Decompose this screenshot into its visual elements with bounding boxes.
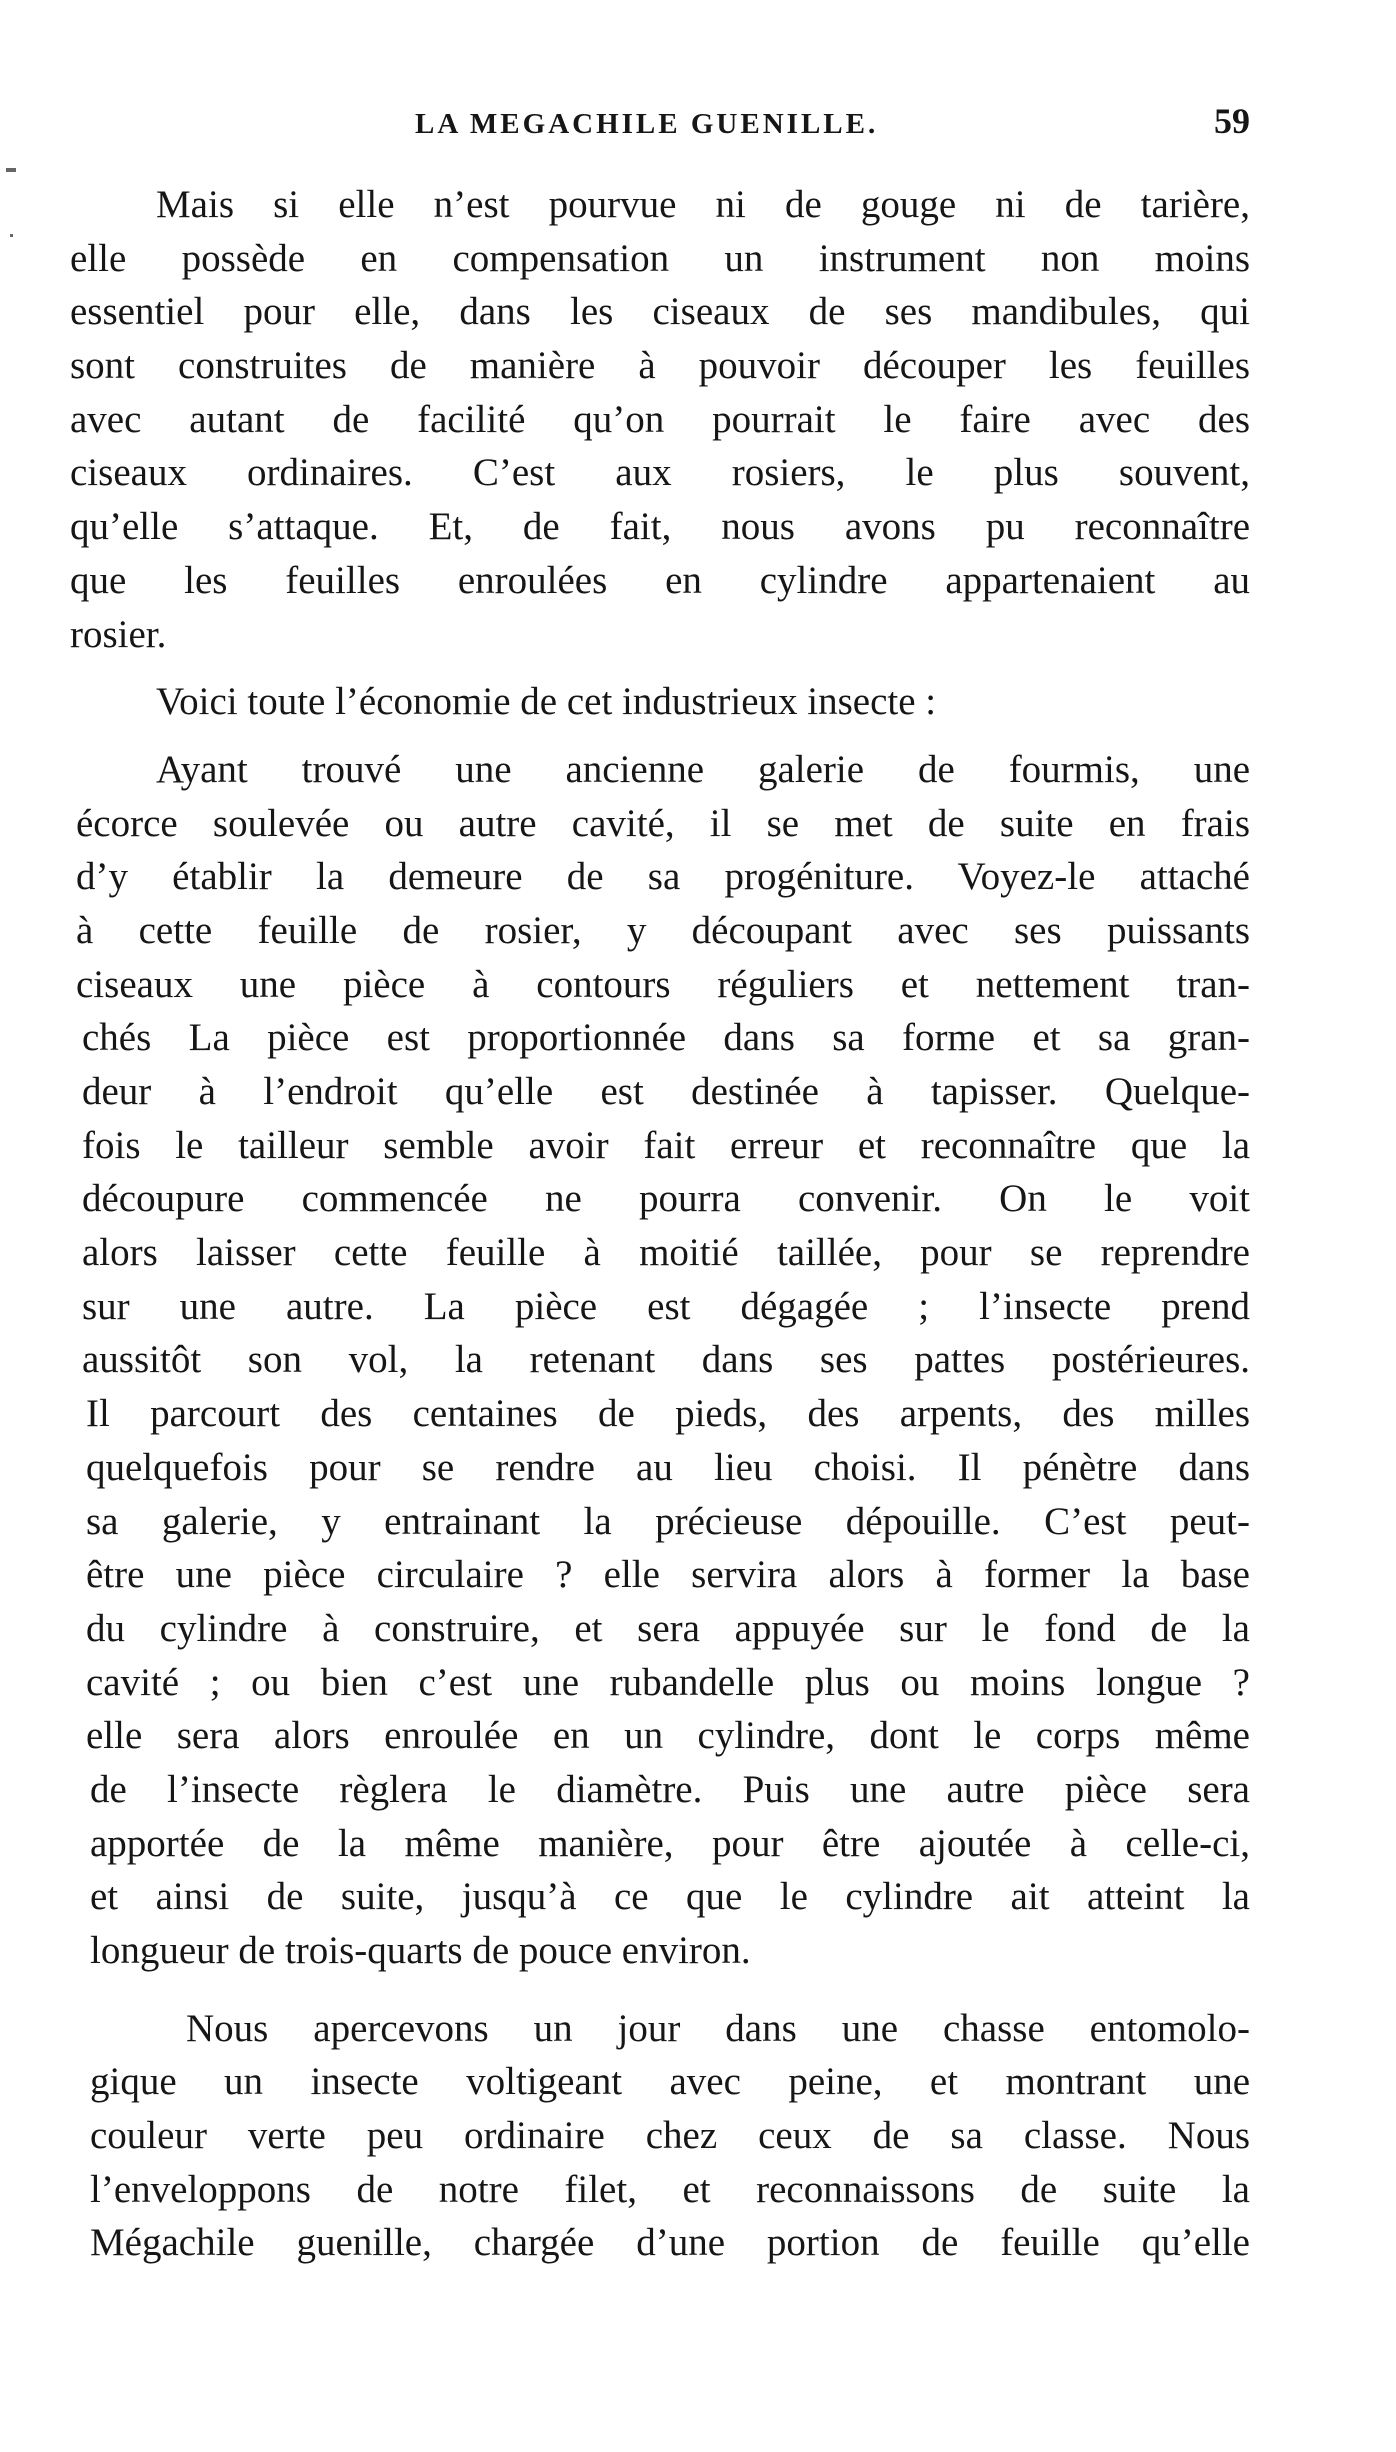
text-line: gique un insecte voltigeant avec peine, et montrant une — [90, 2060, 1250, 2104]
text-line: Il parcourt des centaines de pieds, des arpents, des milles — [86, 1392, 1250, 1436]
text-line: ciseaux une pièce à contours réguliers et nettement tran- — [76, 962, 1250, 1006]
text-line: aussitôt son vol, la retenant dans ses pattes postérieures. — [82, 1338, 1250, 1382]
text-line: sur une autre. La pièce est dégagée ; l’insecte prend — [82, 1284, 1250, 1328]
paragraph-gap — [70, 1992, 1250, 2002]
paragraph — [70, 675, 1250, 729]
body-text — [70, 178, 1250, 2284]
text-line: qu’elle s’attaque. Et, de fait, nous avons pu reconnaître — [70, 505, 1250, 549]
text-line: découpure commencée ne pourra convenir. On le voit — [82, 1177, 1250, 1221]
margin-speck — [6, 168, 16, 172]
text-line: à cette feuille de rosier, y découpant avec ses puissants — [76, 908, 1250, 952]
text-line: Nous apercevons un jour dans une chasse entomolo- — [186, 2006, 1250, 2050]
text-line: couleur verte peu ordinaire chez ceux de sa classe. Nous — [90, 2114, 1250, 2158]
text-line: longueur de trois-quarts de pouce environ. — [90, 1929, 751, 1972]
text-line: sa galerie, y entrainant la précieuse dépouille. C’est peut- — [86, 1499, 1250, 1543]
page-header — [70, 100, 1250, 150]
text-line: deur à l’endroit qu’elle est destinée à tapisser. Quelque- — [82, 1070, 1250, 1113]
text-line: ciseaux ordinaires. C’est aux rosiers, le plus souvent, — [70, 451, 1250, 495]
text-line: elle possède en compensation un instrument non moins — [70, 236, 1250, 280]
page-number: 59 — [1214, 101, 1250, 141]
text-line: et ainsi de suite, jusqu’à ce que le cylindre ait atteint la — [90, 1875, 1250, 1919]
text-line: écorce soulevée ou autre cavité, il se met de suite en frais — [76, 801, 1250, 845]
paragraph — [70, 743, 1250, 1978]
margin-speck — [10, 234, 13, 237]
text-line: être une pièce circulaire ? elle servira alors à former la base — [86, 1553, 1250, 1597]
text-line: sont construites de manière à pouvoir découper les feuilles — [70, 344, 1250, 388]
text-line: l’enveloppons de notre filet, et reconnaissons de suite la — [90, 2167, 1250, 2211]
text-line: elle sera alors enroulée en un cylindre, dont le corps même — [86, 1714, 1250, 1758]
text-line: alors laisser cette feuille à moitié taillée, pour se reprendre — [82, 1231, 1250, 1275]
text-line: que les feuilles enroulées en cylindre appartenaient au — [70, 558, 1250, 602]
paragraph — [70, 2002, 1250, 2270]
text-line: Ayant trouvé une ancienne galerie de fourmis, une — [156, 747, 1250, 791]
text-line: Mégachile guenille, chargée d’une portion de feuille qu’elle — [90, 2221, 1250, 2265]
text-line: Voici toute l’économie de cet industrieux insecte : — [156, 680, 937, 724]
text-line: de l’insecte règlera le diamètre. Puis une autre pièce sera — [90, 1767, 1250, 1811]
running-title: LA MEGACHILE GUENILLE. — [415, 108, 879, 140]
text-line: Mais si elle n’est pourvue ni de gouge ni de tarière, — [156, 183, 1250, 226]
text-line: cavité ; ou bien c’est une rubandelle plus ou moins longue ? — [86, 1660, 1250, 1704]
paragraph — [70, 178, 1250, 661]
text-line: rosier. — [70, 612, 167, 656]
text-line: apportée de la même manière, pour être ajoutée à celle-ci, — [90, 1821, 1250, 1865]
text-line: fois le tailleur semble avoir fait erreur et reconnaître que la — [82, 1123, 1250, 1167]
text-line: chés La pièce est proportionnée dans sa forme et sa gran- — [82, 1016, 1250, 1060]
text-line: essentiel pour elle, dans les ciseaux de ses mandibules, qui — [70, 290, 1250, 334]
text-line: avec autant de facilité qu’on pourrait le faire avec des — [70, 397, 1250, 441]
text-line: d’y établir la demeure de sa progéniture. Voyez-le attaché — [76, 855, 1250, 899]
text-line: quelquefois pour se rendre au lieu choisi. Il pénètre dans — [86, 1445, 1250, 1489]
text-line: du cylindre à construire, et sera appuyée sur le fond de la — [86, 1606, 1250, 1650]
